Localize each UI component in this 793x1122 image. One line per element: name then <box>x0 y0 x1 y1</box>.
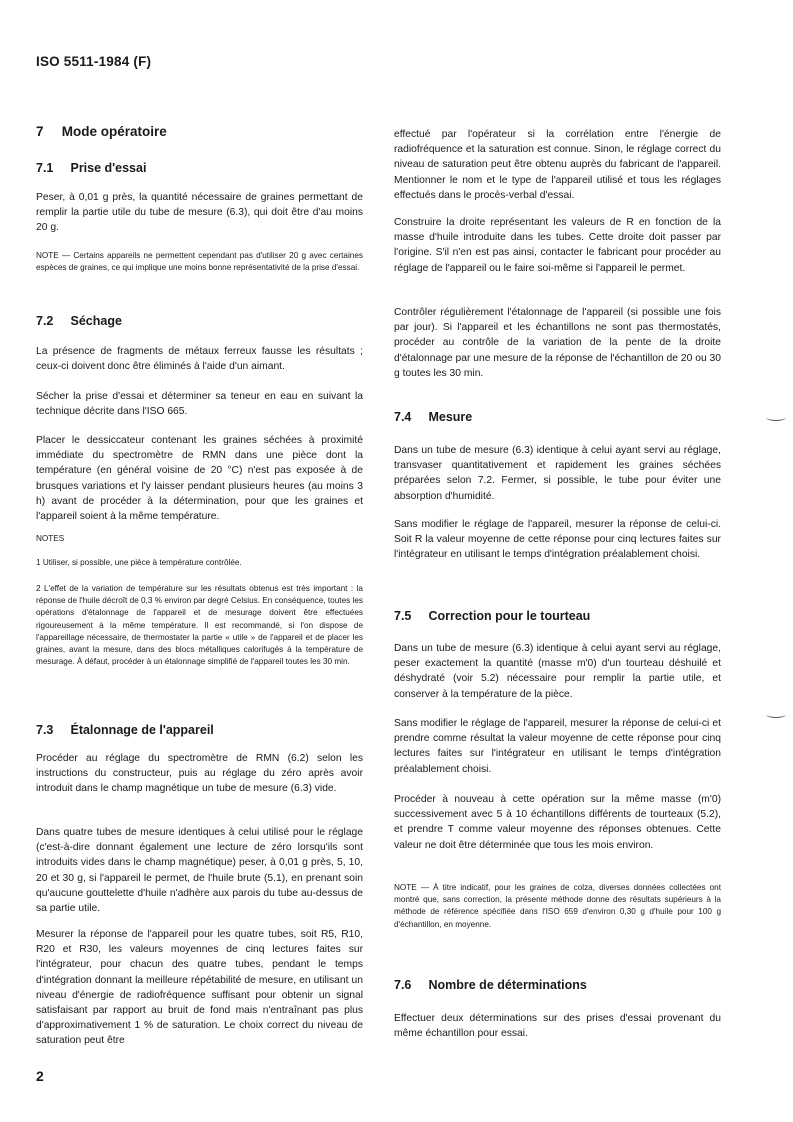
paragraph: Dans quatre tubes de mesure identiques à celui utilisé pour le réglage (c'est-à-dire donnant également une lecture de zéro lorsqu'ils sont introduits vides dans le champ magnétique) peser, à 0,01 g près, 5, 10, 20 et 30 g, si l'appareil le permet, de l'huile brute (5.1), en prenant soin qu'aucune gouttelette d'huile n'adhère aux parois du tube au-dessus de sa partie utile. <box>36 827 363 915</box>
paragraph: Sécher la prise d'essai et déterminer sa teneur en eau en suivant la technique décrite dans l'ISO 665. <box>36 391 363 418</box>
paragraph: Sans modifier le réglage de l'appareil, mesurer la réponse de celui-ci. Soit R la valeur moyenne de cette réponse pour cinq lectures faites sur l'intégrateur en utilisant le temps d'intégration préalablement choisi. <box>394 519 721 561</box>
section-7-1-heading <box>36 161 146 175</box>
section-7-5-heading <box>394 609 590 623</box>
paragraph: Mesurer la réponse de l'appareil pour les quatre tubes, soit R5, R10, R20 et R30, les valeurs moyennes de cinq lectures faites sur l'intégrateur, pour chacun des quatre tubes, pendant le temps d'intégration donnant la meilleure répétabilité de mesure, en utilisant un niveau d'énergie de radiofréquence suffisant pour obtenir un signal satisfaisant par rapport au bruit de fond mais n'entraînant pas plus d'approximativement 1 % de saturation. Le choix correct du niveau de saturation peut être <box>36 929 363 1047</box>
section-number: 7.5 <box>394 609 412 623</box>
section-title: Mesure <box>428 410 473 424</box>
section-title: Séchage <box>70 314 122 328</box>
note: NOTE — À titre indicatif, pour les graines de colza, diverses données collectées ont montré que, sans correction, la présente méthode donne des résultats supérieurs à la méthode de référence spécifiée dans l'ISO 659 d'environ 0,30 g d'huile pour 100 g d'échantillon, en moyenne. <box>394 883 721 929</box>
paragraph: Dans un tube de mesure (6.3) identique à celui ayant servi au réglage, peser exactement la quantité (masse m'0) d'un tourteau déshuilé et déshydraté (voir 5.2) nécessaire pour remplir la partie utile, et conserver à la température de la pièce. <box>394 643 721 700</box>
page-number: 2 <box>36 1068 44 1084</box>
paragraph: effectué par l'opérateur si la corrélation entre l'énergie de radiofréquence et la saturation est connue. Sinon, le réglage correct du niveau de saturation peut être obtenu auprès du fabricant de l'appareil. Mentionner le nom et le type de l'appareil utilisé et tous les réglages effectués dans le procès-verbal d'essai. <box>394 129 721 201</box>
paragraph: Peser, à 0,01 g près, la quantité nécessaire de graines permettant de remplir la partie utile du tube de mesure (6.3), qui doit être d'au moins 20 g. <box>36 192 363 234</box>
section-title: Étalonnage de l'appareil <box>70 723 214 737</box>
section-7-3-heading <box>36 723 214 737</box>
section-number: 7.4 <box>394 410 412 424</box>
paragraph: Construire la droite représentant les valeurs de R en fonction de la masse d'huile introduite dans les tubes. Cette droite doit passer par l'origine. S'il n'en est pas ainsi, contacter le fabricant pour procéder au réglage de l'appareil ou le faire soi-même si l'appareil le permet. <box>394 217 721 274</box>
paragraph: Procéder au réglage du spectromètre de RMN (6.2) selon les instructions du constructeur, puis au réglage du zéro après avoir introduit dans le champ magnétique un tube de mesure (6.3) vide. <box>36 753 363 795</box>
section-7-2-heading <box>36 314 122 328</box>
section-title: Prise d'essai <box>70 161 147 175</box>
margin-mark <box>766 414 786 421</box>
paragraph: Dans un tube de mesure (6.3) identique à celui ayant servi au réglage, transvaser quantitativement et rapidement les graines séchées préparées selon 7.2. Fermer, si possible, le tube pour éviter une absorption d'humidité. <box>394 445 721 502</box>
section-number: 7 <box>36 124 44 139</box>
section-title: Nombre de déterminations <box>428 978 587 992</box>
note: 1 Utiliser, si possible, une pièce à température contrôlée. <box>36 558 242 567</box>
section-number: 7.1 <box>36 161 54 175</box>
margin-mark <box>766 711 786 718</box>
section-number: 7.3 <box>36 723 54 737</box>
note: 2 L'effet de la variation de température sur les résultats obtenus est très important : la réponse de l'huile décroît de 0,3 % environ par degré Celsius. En conséquence, toutes les opérations d'étalonnage de l'appareil et de mesurage doivent être effectuées rigoureusement à la même température. Il est recommandé, si l'on dispose de l'appareillage nécessaire, de thermostater la partie « utile » de l'appareil et de placer les graines, avant la mesure, dans des blocs métalliques calorifugés à la température de mesurage. À défaut, procéder à un étalonnage simplifié de l'appareil toutes les 30 min. <box>36 584 363 667</box>
notes-label: NOTES <box>36 534 65 543</box>
paragraph: Procéder à nouveau à cette opération sur la même masse (m'0) successivement avec 5 à 10 échantillons différents de tourteaux (5.2), et prendre T comme valeur moyenne des réponses obtenues. Cette valeur ne doit être déterminée que tous les mois environ. <box>394 794 721 851</box>
document-id: ISO 5511-1984 (F) <box>36 54 152 69</box>
section-title: Mode opératoire <box>61 124 167 139</box>
section-7-heading <box>36 124 167 139</box>
section-title: Correction pour le tourteau <box>428 609 591 623</box>
section-7-4-heading <box>394 410 472 424</box>
section-7-6-heading <box>394 978 587 992</box>
note: NOTE — Certains appareils ne permettent cependant pas d'utiliser 20 g avec certaines espèces de graines, ce qui implique une moins bonne représentativité de la prise d'essai. <box>36 251 363 273</box>
paragraph: Sans modifier le réglage de l'appareil, mesurer la réponse de celui-ci et prendre comme résultat la valeur moyenne de cette réponse pour cinq lectures faites sur l'intégrateur en utilisant le temps d'intégration préalablement choisi. <box>394 718 721 775</box>
section-number: 7.6 <box>394 978 412 992</box>
paragraph: La présence de fragments de métaux ferreux fausse les résultats ; ceux-ci doivent donc être éliminés à l'aide d'un aimant. <box>36 346 363 373</box>
paragraph: Contrôler régulièrement l'étalonnage de l'appareil (si possible une fois par jour). Si l'appareil et les échantillons ne sont pas thermostatés, procéder au contrôle de la variation de la pente de la droite d'étalonnage par une mesure de la réponse de l'échantillon de 20 ou 30 g toutes les 30 min. <box>394 307 721 379</box>
paragraph: Effectuer deux déterminations sur des prises d'essai provenant du même échantillon pour essai. <box>394 1013 721 1040</box>
section-number: 7.2 <box>36 314 54 328</box>
paragraph: Placer le dessiccateur contenant les graines séchées à proximité immédiate du spectromètre de RMN dans une pièce dont la température (en général voisine de 20 °C) n'est pas exposée à de brusques variations et l'y laisser pendant plusieurs heures (au moins 3 h) avant de procéder à la détermination, pour que les graines et l'appareil soient à la même température. <box>36 435 363 523</box>
